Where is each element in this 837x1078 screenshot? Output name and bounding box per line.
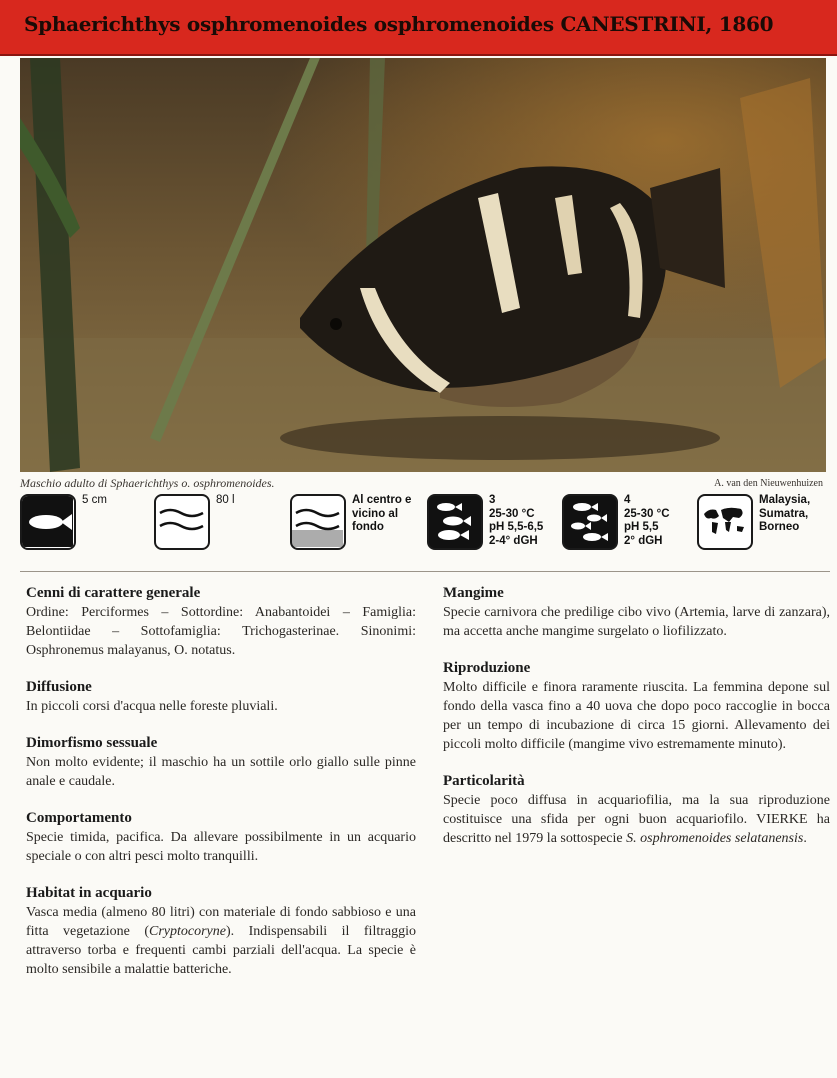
fish-breeding-icon — [562, 494, 618, 550]
maintenance-text — [489, 494, 543, 548]
general-section — [26, 584, 416, 660]
behaviour-body: Specie timida, pacifica. Da allevare possibilmente in un acquario speciale o con altri pesci molto tranquilli. — [26, 830, 416, 864]
habitat-body-plant: Cryptocoryne — [149, 924, 226, 939]
behaviour-section — [26, 809, 416, 866]
food-body: Specie carnivora che predilige cibo vivo (Artemia, larve di zanzara), ma accetta anche mangime surgelato o liofilizzato. — [443, 605, 830, 639]
breeding-hardness: 2° dGH — [624, 534, 663, 547]
photo-credit: A. van den Nieuwenhuizen — [714, 478, 823, 489]
fish-size-value: 5 cm — [82, 494, 107, 506]
general-title: Cenni di carattere generale — [26, 585, 201, 601]
particulars-body-subspecies: S. osphromenoides selatanensis — [626, 831, 804, 846]
food-title: Mangime — [443, 585, 504, 601]
maintenance-temperature: 25-30 °C — [489, 507, 535, 520]
fish-photo-illustration — [20, 58, 826, 472]
dimorphism-title: Dimorfismo sessuale — [26, 735, 158, 751]
swimming-zone-text — [352, 494, 411, 535]
origin-line: Malaysia, — [759, 494, 811, 506]
breeding-ph: pH 5,5 — [624, 521, 659, 533]
title-banner — [0, 0, 837, 56]
particulars-body-start: Specie poco diffusa in acquariofilia, ma la sua riproduzione costituisce una sfida per ogni buon acquariofilo. VIERKE ha descritto nel 1979 la sottospecie — [443, 793, 830, 846]
habitat-section — [26, 884, 416, 979]
reproduction-title: Riproduzione — [443, 660, 531, 676]
food-section — [443, 584, 830, 641]
breeding-temperature: 25-30 °C — [624, 507, 670, 520]
behaviour-title: Comportamento — [26, 810, 132, 826]
maintenance-ph: pH 5,5-6,5 — [489, 521, 544, 533]
distribution-body: In piccoli corsi d'acqua nelle foreste pluviali. — [26, 699, 278, 714]
swimming-zone-line: Al centro e — [352, 494, 412, 506]
particulars-body — [443, 791, 830, 848]
habitat-body — [26, 903, 416, 979]
particulars-body-end: . — [803, 831, 807, 846]
fish-photo — [20, 58, 826, 472]
swimming-zone-line: fondo — [352, 521, 384, 533]
world-map-icon — [697, 494, 753, 550]
reproduction-section — [443, 659, 830, 754]
photo-caption: Maschio adulto di Sphaerichthys o. osphromenoides. — [20, 476, 275, 490]
maintenance-difficulty: 3 — [489, 494, 496, 506]
right-column — [443, 584, 830, 848]
distribution-title: Diffusione — [26, 679, 92, 695]
particulars-title: Particolarità — [443, 773, 525, 789]
section-divider — [20, 571, 830, 572]
breeding-text — [624, 494, 670, 548]
general-body: Ordine: Perciformes – Sottordine: Anabantoidei – Famiglia: Belontiidae – Sottofamiglia: Trichogasterinae. Sinonimi: Osphronemus malayanus, O. notatus. — [26, 605, 416, 658]
dimorphism-section — [26, 734, 416, 791]
origin-line: Borneo — [759, 521, 800, 533]
origin-line: Sumatra, — [759, 507, 809, 520]
fish-school-icon — [427, 494, 483, 550]
particulars-section — [443, 772, 830, 848]
habitat-body-end: ). Indispensabili il filtraggio attraverso torba e frequenti cambi parziali dell'acqua. La specie è molto sensibile a malattie batteriche. — [26, 924, 416, 977]
tank-volume-value: 80 l — [216, 494, 235, 506]
swimming-zone-line: vicino al — [352, 507, 399, 520]
tank-volume-icon — [154, 494, 210, 550]
swimming-zone-icon — [290, 494, 346, 550]
habitat-title: Habitat in acquario — [26, 885, 152, 901]
left-column — [26, 584, 416, 979]
breeding-difficulty: 4 — [624, 494, 631, 506]
fish-size-icon — [20, 494, 76, 550]
distribution-section — [26, 678, 416, 716]
origin-text — [759, 494, 810, 535]
dimorphism-body: Non molto evidente; il maschio ha un sottile orlo giallo sulle pinne anale e caudale. — [26, 755, 416, 789]
reproduction-body: Molto difficile e finora raramente riuscita. La femmina depone sul fondo della vasca fino a 40 uova che dopo poco raccoglie in bocca per un tempo di incubazione di circa 15 giorni. Allevamento dei piccoli molto difficile (mangime vivo estremamente minuto). — [443, 680, 830, 752]
page-title: Sphaerichthys osphromenoides osphromenoides CANESTRINI, 1860 — [24, 12, 774, 36]
maintenance-hardness: 2-4° dGH — [489, 534, 538, 547]
habitat-body-start: Vasca media (almeno 80 litri) con materiale di fondo sabbioso e una fitta vegetazione ( — [26, 905, 416, 939]
